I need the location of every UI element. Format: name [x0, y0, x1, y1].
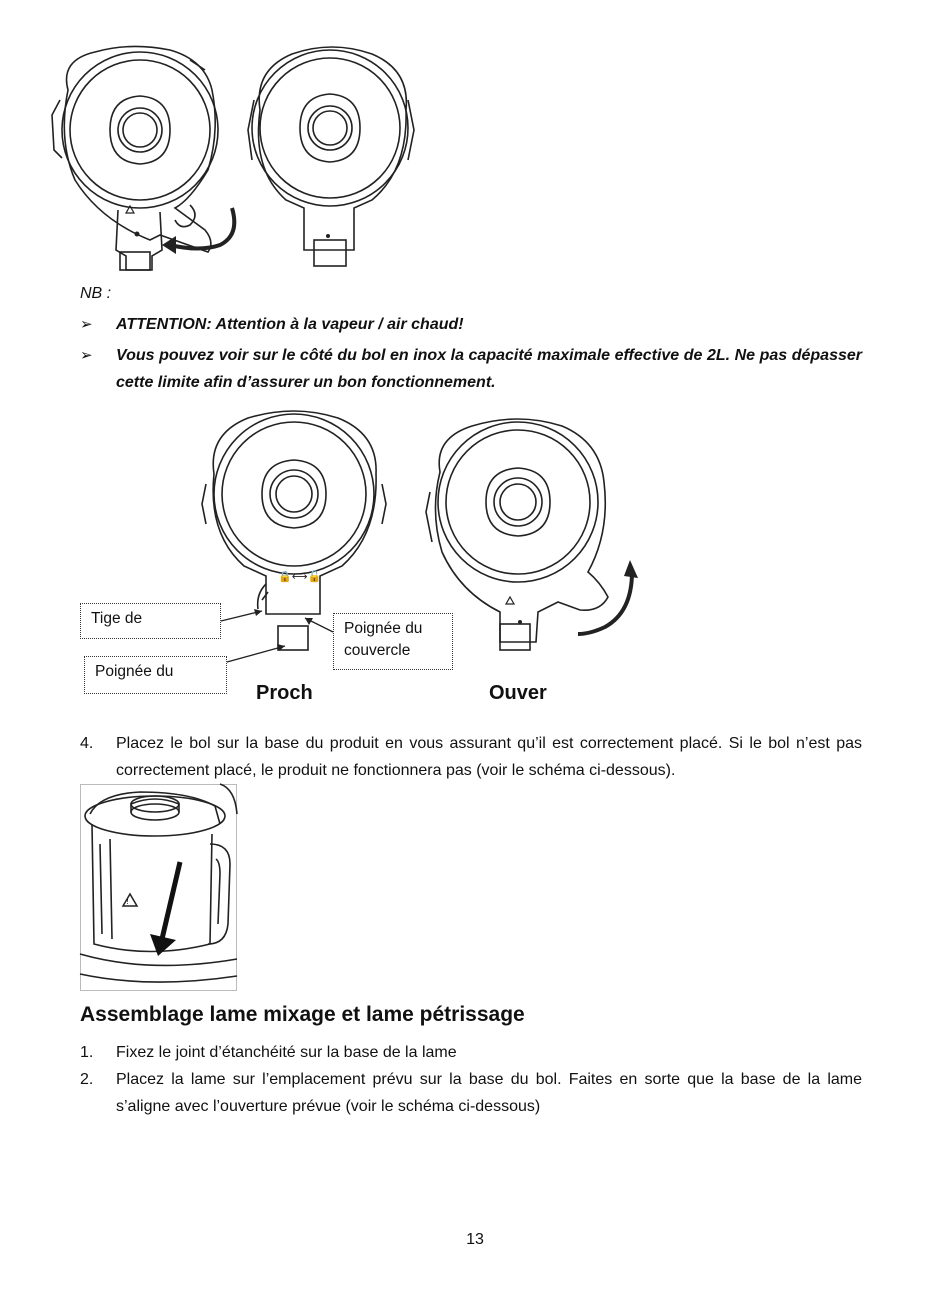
section-heading: Assemblage lame mixage et lame pétrissage [80, 1003, 525, 1026]
page-number: 13 [466, 1231, 484, 1248]
label-closed: Proch [256, 682, 313, 704]
callout-poignee-couvercle: Poignée du couvercle [333, 613, 453, 670]
step-item [80, 1066, 862, 1120]
step-item [80, 730, 862, 784]
svg-text:🔒⟷🔓: 🔒⟷🔓 [278, 570, 322, 583]
label-open: Ouver [489, 682, 547, 704]
nb-label: NB : [80, 285, 112, 302]
step-text: Fixez le joint d’étanchéité sur la base de la lame [116, 1044, 457, 1061]
bullet-arrow-icon: ➢ [80, 347, 93, 364]
step-text: Placez la lame sur l’emplacement prévu sur la base du bol. Faites en sorte que la base de la lame s’aligne avec l’ouverture prévue (voir le schéma ci-dessous) [116, 1071, 862, 1115]
bowl-on-base-diagram [80, 784, 237, 991]
bullet-text: Vous pouvez voir sur le côté du bol en inox la capacité maximale effective de 2L. Ne pas dépasser cette limite afin d’assurer un bon fonctionnement. [116, 347, 862, 391]
svg-text:!: ! [126, 897, 130, 906]
step-number: 2. [80, 1071, 94, 1088]
step-text: Placez le bol sur la base du produit en vous assurant qu’il est correctement placé. Si le bol n’est pas correctement placé, le produit ne fonctionnera pas (voir le schéma ci-dessous). [116, 735, 862, 779]
callout-poignee-bol: Poignée du [84, 656, 227, 694]
step-number: 1. [80, 1044, 94, 1061]
bullet-text: ATTENTION: Attention à la vapeur / air chaud! [116, 316, 464, 333]
step-number: 4. [80, 735, 94, 752]
bullet-arrow-icon: ➢ [80, 316, 93, 333]
callout-tige: Tige de [80, 603, 221, 639]
step-item [80, 1039, 862, 1066]
